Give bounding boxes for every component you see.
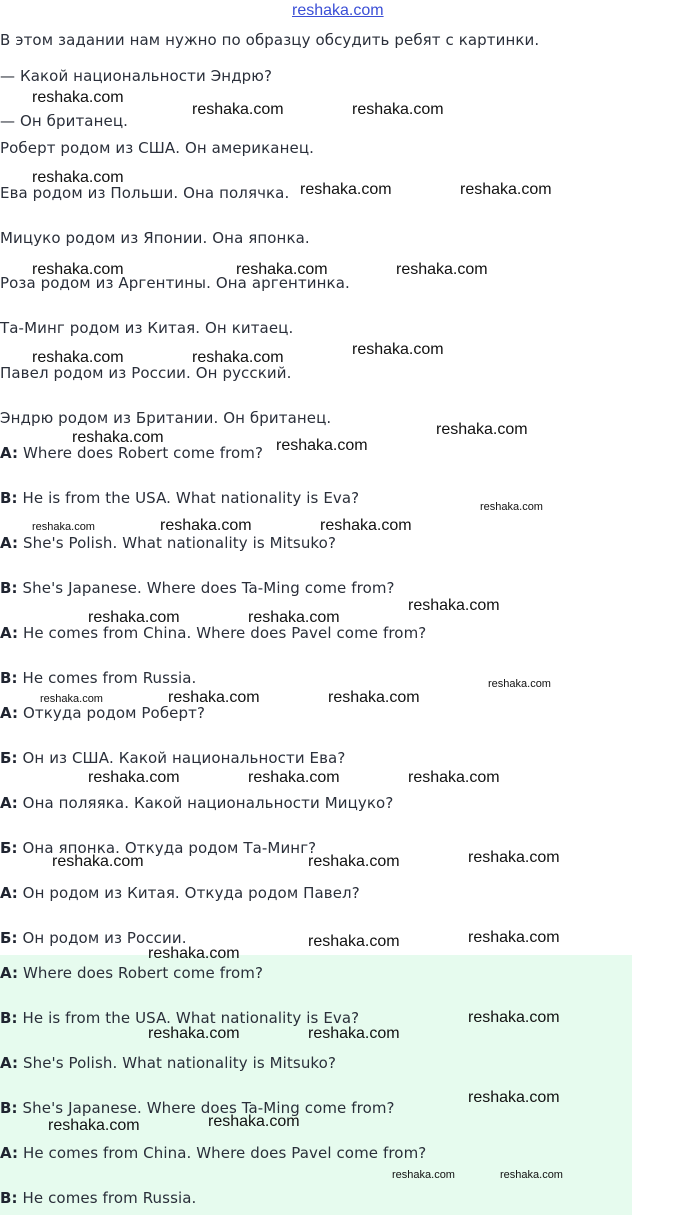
intro-paragraph: В этом задании нам нужно по образцу обсудить ребят с картинки. [0, 31, 540, 49]
watermark: reshaka.com [192, 349, 284, 366]
watermark: reshaka.com [396, 261, 488, 278]
watermark: reshaka.com [352, 101, 444, 118]
watermark: reshaka.com [320, 517, 412, 534]
watermark: reshaka.com [208, 1113, 300, 1130]
dialogue-line-ru: А: Она поляяка. Какой национальности Мицуко? [0, 794, 394, 812]
dialogue-line: B: She's Japanese. Where does Ta-Ming come from? [0, 579, 395, 597]
watermark: reshaka.com [88, 769, 180, 786]
watermark: reshaka.com [88, 609, 180, 626]
watermark: reshaka.com [308, 933, 400, 950]
dialogue-line: A: He comes from China. Where does Pavel come from? [0, 624, 427, 642]
highlighted-line: B: She's Japanese. Where does Ta-Ming come from? [0, 1099, 395, 1117]
watermark: reshaka.com [468, 1089, 560, 1106]
watermark: reshaka.com [500, 1169, 563, 1181]
watermark: reshaka.com [480, 501, 543, 513]
watermark: reshaka.com [72, 429, 164, 446]
dialogue-line: A: Where does Robert come from? [0, 444, 264, 462]
dialogue-line-ru: A: Откуда родом Роберт? [0, 704, 206, 722]
example-question: — Какой национальности Эндрю? [0, 67, 273, 85]
watermark: reshaka.com [276, 437, 368, 454]
watermark: reshaka.com [436, 421, 528, 438]
dialogue-line-ru: Б: Он родом из России. [0, 929, 187, 947]
paragraph: Мицуко родом из Японии. Она японка. [0, 229, 310, 247]
watermark: reshaka.com [328, 689, 420, 706]
highlighted-line: B: He comes from Russia. [0, 1189, 197, 1207]
watermark: reshaka.com [352, 341, 444, 358]
dialogue-line-ru: А: Он родом из Китая. Откуда родом Павел? [0, 884, 360, 902]
dialogue-line: A: She's Polish. What nationality is Mitsuko? [0, 534, 337, 552]
highlighted-line: A: She's Polish. What nationality is Mitsuko? [0, 1054, 337, 1072]
watermark: reshaka.com [468, 929, 560, 946]
watermark: reshaka.com [408, 769, 500, 786]
dialogue-line-ru: Б: Он из США. Какой национальности Ева? [0, 749, 346, 767]
watermark: reshaka.com [392, 1169, 455, 1181]
watermark: reshaka.com [160, 517, 252, 534]
highlighted-line: A: He comes from China. Where does Pavel come from? [0, 1144, 427, 1162]
site-header-link[interactable]: reshaka.com [292, 2, 384, 19]
watermark: reshaka.com [468, 849, 560, 866]
watermark: reshaka.com [408, 597, 500, 614]
watermark: reshaka.com [460, 181, 552, 198]
watermark: reshaka.com [300, 181, 392, 198]
dialogue-line-ru: Б: Она японка. Откуда родом Та-Минг? [0, 839, 317, 857]
dialogue-line: B: He comes from Russia. [0, 669, 197, 687]
watermark: reshaka.com [488, 678, 551, 690]
watermark: reshaka.com [248, 609, 340, 626]
paragraph: Ева родом из Польши. Она полячка. [0, 184, 290, 202]
dialogue-line: B: He is from the USA. What nationality is Eva? [0, 489, 360, 507]
paragraph: Роза родом из Аргентины. Она аргентинка. [0, 274, 350, 292]
paragraph: Роберт родом из США. Он американец. [0, 139, 315, 157]
watermark: reshaka.com [48, 1117, 140, 1134]
watermark: reshaka.com [468, 1009, 560, 1026]
watermark: reshaka.com [32, 521, 95, 533]
watermark: reshaka.com [236, 261, 328, 278]
watermark: reshaka.com [308, 1025, 400, 1042]
watermark: reshaka.com [32, 169, 124, 186]
highlighted-line: A: Where does Robert come from? [0, 964, 264, 982]
paragraph: Павел родом из России. Он русский. [0, 364, 292, 382]
highlighted-line: B: He is from the USA. What nationality is Eva? [0, 1009, 360, 1027]
example-answer: — Он британец. [0, 112, 129, 130]
watermark: reshaka.com [32, 89, 124, 106]
watermark: reshaka.com [192, 101, 284, 118]
watermark: reshaka.com [248, 769, 340, 786]
watermark: reshaka.com [32, 261, 124, 278]
watermark: reshaka.com [168, 689, 260, 706]
watermark: reshaka.com [148, 1025, 240, 1042]
paragraph: Эндрю родом из Британии. Он британец. [0, 409, 332, 427]
watermark: reshaka.com [40, 693, 103, 705]
watermark: reshaka.com [308, 853, 400, 870]
watermark: reshaka.com [52, 853, 144, 870]
paragraph: Та-Минг родом из Китая. Он китаец. [0, 319, 294, 337]
watermark: reshaka.com [32, 349, 124, 366]
watermark: reshaka.com [148, 945, 240, 962]
